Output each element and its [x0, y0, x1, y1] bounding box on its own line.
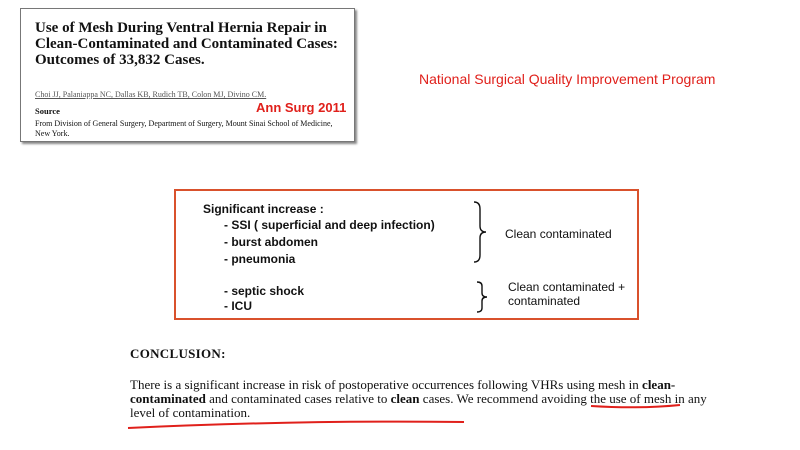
- conclusion-heading: CONCLUSION:: [130, 346, 226, 361]
- journal-annotation: Ann Surg 2011: [256, 100, 347, 115]
- group-label: Clean contaminated + contaminated: [508, 280, 626, 308]
- paper-citation-box: [20, 8, 355, 142]
- conclusion-text: There is a significant increase in risk of postoperative occurrences following VHRs using mesh in clean-contaminated and contaminated cases relative to clean cases. We recommend avoiding the use of mesh in any level of contamination.: [130, 377, 707, 420]
- finding-item: - ICU: [224, 299, 252, 313]
- finding-item: - pneumonia: [224, 252, 296, 266]
- right-brace-icon: [475, 281, 489, 313]
- right-brace-icon: [472, 201, 488, 263]
- findings-box: [174, 189, 639, 320]
- source-text: From Division of General Surgery, Department of Surgery, Mount Sinai School of Medicine, New York.: [35, 119, 333, 138]
- paper-authors[interactable]: Choi JJ, Palaniappa NC, Dallas KB, Rudich TB, Colon MJ, Divino CM.: [35, 90, 267, 99]
- finding-item: - burst abdomen: [224, 235, 319, 249]
- source-label: Source: [35, 106, 60, 116]
- findings-heading: Significant increase :: [203, 202, 324, 216]
- program-name: National Surgical Quality Improvement Program: [419, 71, 716, 87]
- group-label: Clean contaminated: [505, 227, 612, 241]
- finding-item: - SSI ( superficial and deep infection): [224, 218, 435, 232]
- paper-title: Use of Mesh During Ventral Hernia Repair in Clean-Contaminated and Contaminated Cases: Outcomes of 33,832 Cases.: [35, 20, 338, 68]
- finding-item: - septic shock: [224, 284, 305, 298]
